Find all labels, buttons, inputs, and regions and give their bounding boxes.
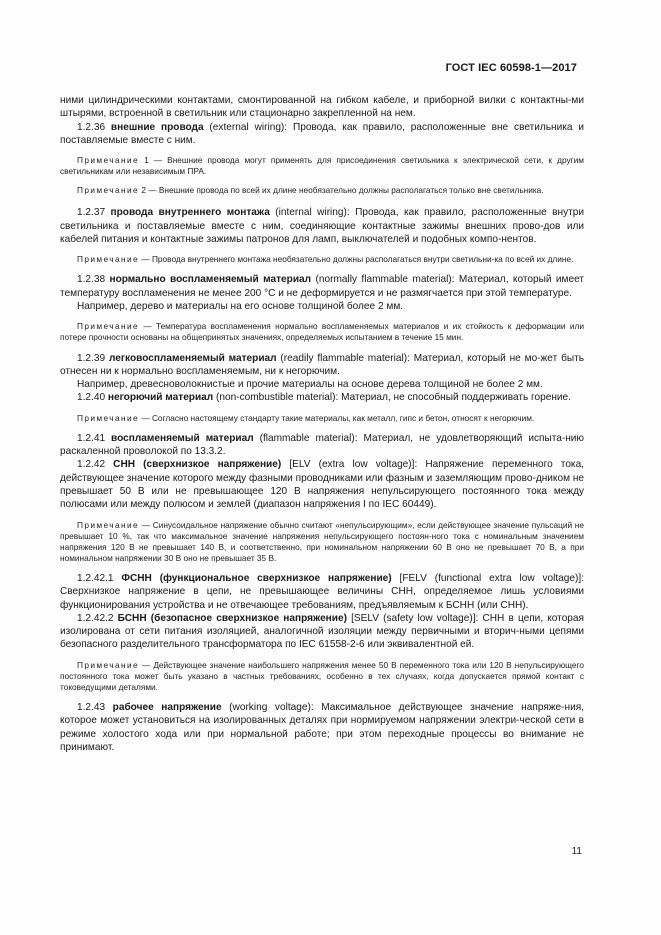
definition-paragraph [60,701,584,754]
body-paragraph [60,94,584,121]
note-paragraph [60,321,584,343]
note-text: — Провода внутреннего монтажа необязательно должны располагаться внутри светильни-ка по всей их длине. [139,254,574,265]
paragraph-text: (non-combustible material): Материал, не способный поддерживать горение. [213,392,571,404]
note-label: Примечание [77,321,140,332]
defined-term: провода внутреннего монтажа [110,207,270,219]
definition-paragraph [60,273,584,300]
spacer [60,512,584,520]
standard-header: ГОСТ IEC 60598-1—2017 [445,62,577,74]
definition-paragraph [60,458,584,511]
note-paragraph [60,185,584,196]
clause-number: 1.2.38 [77,274,110,286]
note-text: — Действующее значение наибольшего напряжения менее 50 В переменного тока или 120 В непульсирующего постоянного тока может быть указано в частных требованиях, особенно в тех случаях, когда допускается прямой контакт с токоведущими деталями. [60,659,584,692]
note-label: Примечание [77,659,140,670]
spacer [60,405,584,413]
defined-term: БСНН (безопасное сверхнизкое напряжение) [117,612,347,624]
paragraph-text: [FELV (functional extra low voltage)]: Сверхнизкое напряжение в цепи, не превышающее величины СНН, определяемое лишь условиями функционирования устройства и не отвечающее требованиям, предъявляемым к БСНН (или СНН). [60,572,584,611]
clause-number: 1.2.42.1 [77,572,122,584]
paragraph-text: (internal wiring): Провода, как правило, расположенные внутри светильника и поставляемые вместе с ним, соединяющие контактные зажимы внешних прово-дов или кабелей питания и контактные зажимы патронов для ламп, выключателей и подобных компо-нентов. [60,207,585,246]
paragraph-text: Например, древесноволокнистые и прочие материалы на основе дерева толщиной не более 2 мм. [77,379,543,391]
note-label: Примечание [77,519,140,530]
note-text: 1 — Внешние провода могут применять для присоединения светильника к электрической сети, к другим светильникам или независимым ПРА. [60,155,584,177]
defined-term: ФСНН (функциональное сверхнизкое напряжение) [121,572,392,584]
spacer [60,652,584,660]
clause-number: 1.2.42 [77,459,114,471]
page-number: 11 [571,846,582,857]
spacer [60,265,584,273]
clause-number: 1.2.41 [77,432,112,444]
note-text: — Температура воспламенения нормально воспламеняемых материалов и их стойкость к деформации или потере прочности основаны на общепринятых значениях, определяемых испытанием в течение 15 мин. [60,321,584,343]
clause-number: 1.2.36 [77,121,111,133]
paragraph-text: (normally flammable material): Материал, который имеет температуру воспламенения не менее 200 °С и не деформируется и не размягчается при этой температуре. [60,274,584,299]
clause-number: 1.2.40 [77,392,108,404]
paragraph-text: (flammable material): Материал, не удовлетворяющий испыта-нию раскаленной проволокой по 13.3.2. [60,432,585,458]
defined-term: внешние провода [110,121,204,133]
clause-number: 1.2.39 [77,352,109,364]
spacer [60,313,584,321]
note-paragraph [60,254,584,265]
paragraph-text: (working voltage): Максимальное действующее значение напряже-ния, которое может установиться на изолированных деталях при нормируемом напряжении электри-ческой сети в режиме холостого хода или при нормальной работе; при этом переходные процессы во внимание не принимают. [60,702,584,753]
note-paragraph [60,413,584,424]
note-text: 2 — Внешние провода по всей их длине необязательно должны располагаться только вне светильника. [139,185,544,196]
spacer [60,693,584,701]
defined-term: легковоспламеняемый материал [108,352,277,364]
definition-paragraph [60,432,584,459]
note-label: Примечание [77,412,140,423]
note-label: Примечание [77,155,140,166]
body-paragraph [60,300,584,313]
note-text: — Синусоидальное напряжение обычно считают «непульсирующим», если действующее значение пульсаций не превышает 10 %, так что максимальное значение напряжения непульсирующего постоян-ного тока с номинальным значением напряжения 120 В не превышает 140 В, и соответственно, при номинальном напряжении 60 В оно не превышает 70 В, а при номинальном напряжении 30 В оно не превышает 35 В. [60,519,584,563]
spacer [60,564,584,572]
definition-paragraph [60,206,584,246]
spacer [60,147,584,155]
defined-term: негорючий материал [107,392,214,404]
spacer [60,177,584,185]
note-paragraph [60,660,584,693]
paragraph-text: [SELV (safety low voltage)]: СНН в цепи, которая изолирована от сети питания изоляцией, аналогичной изоляции между первичными и вторич-ными цепями безопасного разделительного трансформатора по IEC 61558-2-6 или эквивалентной ей. [60,612,584,651]
paragraph-text: Например, дерево и материалы на его основе толщиной более 2 мм. [77,301,404,313]
note-text: — Согласно настоящему стандарту такие материалы, как металл, гипс и бетон, относят к негорючим. [139,412,535,423]
spacer [60,246,584,254]
clause-number: 1.2.42.2 [77,612,118,624]
note-label: Примечание [77,185,140,196]
document-body [60,94,584,754]
note-paragraph [60,155,584,177]
paragraph-text: ними цилиндрическими контактами, смонтированной на гибком кабеле, и приборной вилки с контактны-ми штырями, встроенной в светильник или стационарно закрепленной на нем. [60,95,584,120]
spacer [60,344,584,352]
defined-term: рабочее напряжение [112,702,222,714]
paragraph-text: [ELV (extra low voltage)]: Напряжение переменного тока, действующее значение которого между фазными проводниками или фазным и заземляющим прово-дником не превышает 50 В или не превышающее 120 В напряжения непульсирующего постоянного тока между полюсами или между полюсом и землей (диапазон напряжения I по IEC 60449). [60,459,585,511]
defined-term: воспламеняемый материал [111,432,254,444]
paragraph-text: (readily flammable material): Материал, который не мо-жет быть отнесен ни к нормально воспламеняемым, ни к негорючим. [60,352,584,377]
definition-paragraph [60,612,584,652]
definition-paragraph [60,391,584,404]
note-label: Примечание [77,254,140,265]
spacer [60,196,584,206]
clause-number: 1.2.43 [77,702,113,714]
paragraph-text: (external wiring): Провода, как правило, расположенные вне светильника и поставляемые вместе с ним. [60,121,584,146]
definition-paragraph [60,121,584,148]
definition-paragraph [60,352,584,379]
definition-paragraph [60,572,584,612]
clause-number: 1.2.37 [77,207,111,219]
defined-term: нормально воспламеняемый материал [109,274,312,286]
body-paragraph [60,378,584,391]
defined-term: СНН (сверхнизкое напряжение) [113,459,282,471]
note-paragraph [60,520,584,564]
spacer [60,424,584,432]
